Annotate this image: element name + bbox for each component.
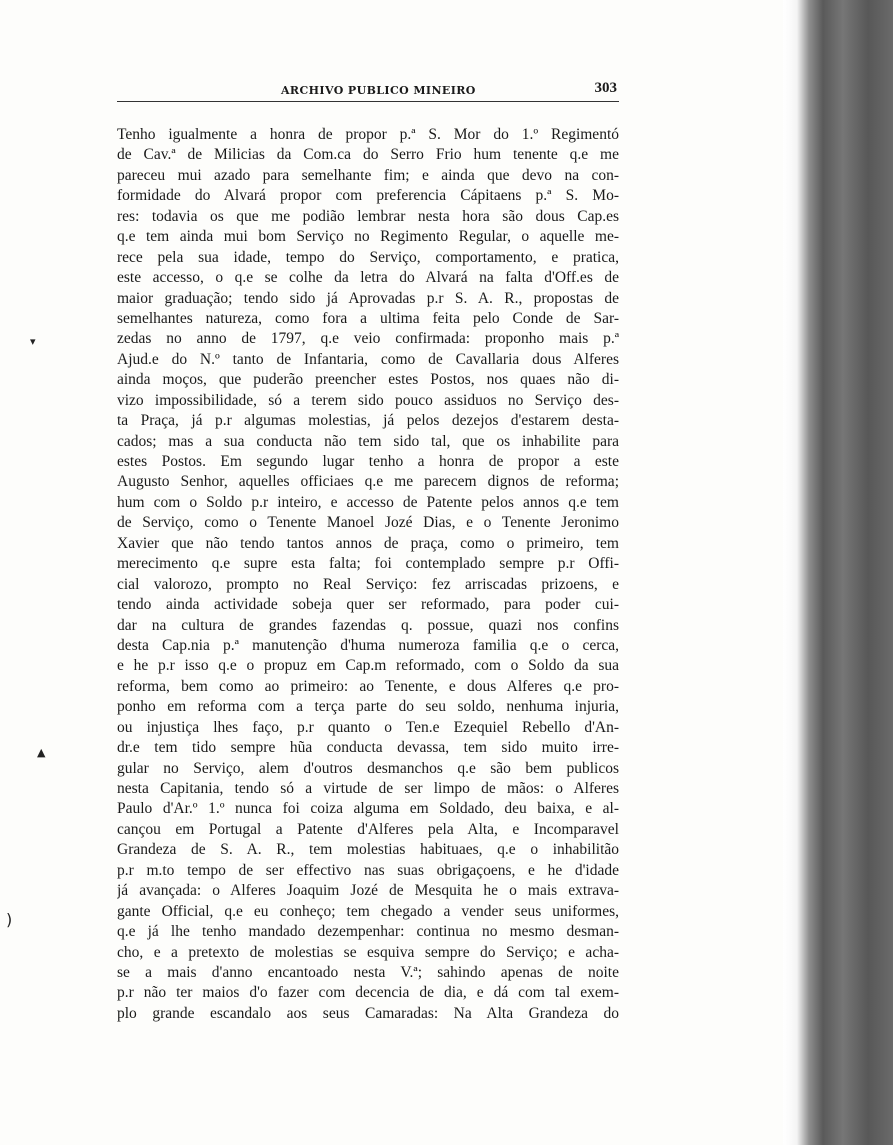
- text-line: semelhantes natureza, como fora a ultima feita pelo Conde de Sar-: [117, 309, 619, 327]
- text-line: vizo impossibilidade, só a terem sido pouco assiduos no Serviço des-: [117, 391, 619, 409]
- text-line: ainda moços, que puderão preencher estes Postos, nos quaes não di-: [117, 371, 619, 389]
- text-line: Tenho igualmente a honra de propor p.ª S. Mor do 1.º Regimentó: [117, 126, 619, 143]
- text-line: Ajud.e do N.º tanto de Infantaria, como de Cavallaria dous Alferes: [117, 350, 619, 368]
- text-line: gante Official, q.e eu conheço; tem chegado a vender seus uniformes,: [117, 902, 619, 920]
- text-line: tendo ainda actividade sobeja quer ser reformado, para poder cui-: [117, 596, 619, 614]
- page-binding-edge: [783, 0, 893, 1145]
- text-line: e he p.r isso q.e o propuz em Cap.m reformado, com o Soldo da sua: [117, 657, 619, 675]
- text-line: reforma, bem como ao primeiro: ao Tenente, e dous Alferes q.e pro-: [117, 677, 619, 695]
- text-line: já avançada: o Alferes Joaquim Jozé de Mesquita he o mais extrava-: [117, 882, 619, 900]
- page-number: 303: [594, 80, 617, 96]
- text-line: cançou em Portugal a Patente d'Alferes pela Alta, e Incomparavel: [117, 820, 619, 838]
- text-line: ta Praça, já p.r algumas molestias, já pelos dezejos d'estarem desta-: [117, 412, 619, 430]
- body-text: [117, 125, 619, 1024]
- text-line: dr.e tem tido sempre hũa conducta devassa, tem sido muito irre-: [117, 739, 619, 757]
- text-line: Augusto Senhor, aquelles officiaes q.e me parecem dignos de reforma;: [117, 473, 619, 491]
- text-line: cados; mas a sua conducta não tem sido tal, que os inhabilite para: [117, 432, 619, 450]
- text-line: maior graduação; tendo sido já Aprovadas p.r S. A. R., propostas de: [117, 289, 619, 307]
- text-line: de Serviço, como o Tenente Manoel Jozé Dias, e o Tenente Jeronimo: [117, 514, 619, 532]
- running-title: ARCHIVO PUBLICO MINEIRO: [281, 84, 476, 97]
- text-line: q.e já lhe tenho mandado dezempenhar: continua no mesmo desman-: [117, 923, 619, 941]
- text-line: pareceu mui azado para semelhante fim; e ainda que devo na con-: [117, 166, 619, 184]
- text-line: p.r não ter maios d'o fazer com decencia de dia, e dá com tal exem-: [117, 984, 619, 1002]
- text-line: q.e tem ainda mui bom Serviço no Regimento Regular, o aquelle me-: [117, 228, 619, 246]
- text-line: de Cav.ª de Milicias da Com.ca do Serro Frio hum tenente q.e me: [117, 146, 619, 164]
- margin-mark-bracket: ): [6, 910, 13, 929]
- text-line: cial valorozo, prompto no Real Serviço: fez arriscadas prizoens, e: [117, 575, 619, 593]
- text-line: Grandeza de S. A. R., tem molestias habituaes, q.e o inhabilitão: [117, 841, 619, 859]
- text-line: nesta Capitania, tendo só a virtude de ser limpo de mãos: o Alferes: [117, 780, 619, 797]
- text-line: dar na cultura de grandes fazendas q. possue, quazi nos confins: [117, 616, 619, 634]
- page-header: [117, 80, 619, 102]
- header-rule: [117, 101, 619, 102]
- margin-mark-bullet: ▾: [30, 335, 36, 348]
- text-line: este accesso, o q.e se colhe da letra do Alvará na falta d'Off.es de: [117, 269, 619, 287]
- text-line: gular no Serviço, alem d'outros desmanchos q.e são bem publicos: [117, 759, 619, 777]
- text-line: cho, e a pretexto de molestias se esquiva sempre do Serviço; e acha-: [117, 943, 619, 961]
- text-line: rece pela sua idade, tempo do Serviço, comportamento, e pratica,: [117, 248, 619, 266]
- text-line: p.r m.to tempo de ser effectivo nas suas obrigaçoens, e he d'idade: [117, 861, 619, 879]
- text-line: ponho em reforma com a terça parte do seu soldo, nenhuma injuria,: [117, 698, 619, 716]
- text-line: res: todavia os que me podião lembrar nesta hora são dous Cap.es: [117, 207, 619, 225]
- text-line: plo grande escandalo aos seus Camaradas: Na Alta Grandeza do: [117, 1004, 619, 1022]
- text-line: Paulo d'Ar.º 1.º nunca foi coiza alguma em Soldado, deu baixa, e al-: [117, 800, 619, 818]
- text-line: zedas no anno de 1797, q.e veio confirmada: proponho mais p.ª: [117, 330, 619, 348]
- text-line: desta Cap.nia p.ª manutenção d'huma numeroza familia q.e o cerca,: [117, 636, 619, 654]
- text-line: merecimento q.e supre esta falta; foi contemplado sempre p.r Offi-: [117, 555, 619, 573]
- text-line: Xavier que não tendo tantos annos de praça, como o primeiro, tem: [117, 534, 619, 552]
- text-line: se a mais d'anno encantoado nesta V.ª; sahindo apenas de noite: [117, 963, 619, 981]
- text-line: ou injustiça lhes faço, p.r quanto o Ten.e Ezequiel Rebello d'An-: [117, 718, 619, 736]
- margin-mark-bullet: ▲: [37, 746, 46, 759]
- text-line: estes Postos. Em segundo lugar tenho a honra de propor a este: [117, 453, 619, 470]
- text-line: formidade do Alvará propor com preferencia Cápitaens p.ª S. Mo-: [117, 187, 619, 205]
- text-line: hum com o Soldo p.r inteiro, e accesso de Patente pelos annos q.e tem: [117, 493, 619, 511]
